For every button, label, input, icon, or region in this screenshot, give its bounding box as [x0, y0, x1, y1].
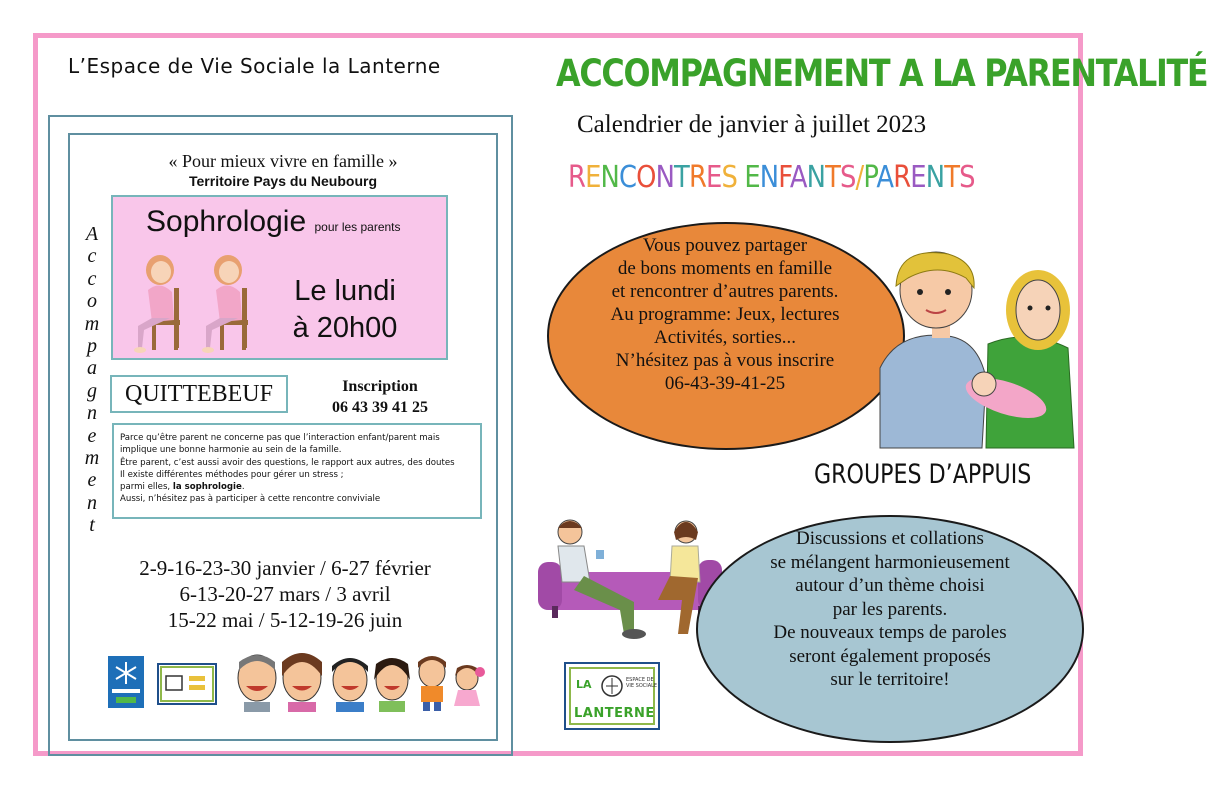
rencontres-title	[568, 160, 975, 195]
lanterne-logo: LA ESPACE DE VIE SOCIALE LANTERNE	[564, 662, 660, 730]
groupes-line: seront également proposés	[789, 645, 991, 667]
vertical-letter: m	[84, 312, 100, 335]
flyer-subtitle: « Pour mieux vivre en famille »	[168, 151, 398, 171]
dates-line: 6-13-20-27 mars / 3 avril	[179, 582, 391, 606]
session-schedule	[270, 273, 420, 347]
location-box: QUITTEBEUF	[110, 375, 288, 413]
rencontres-letter: N	[925, 160, 945, 195]
groupes-line: autour d’un thème choisi	[795, 575, 985, 596]
session-time: à 20h00	[292, 312, 398, 344]
vertical-letter: a	[87, 357, 97, 380]
rencontres-letter: E	[910, 160, 926, 195]
dates-line: 15-22 mai / 5-12-19-26 juin	[167, 608, 403, 632]
vertical-letter: m	[84, 447, 100, 470]
boy-figure	[418, 656, 446, 711]
rencontres-letter: F	[778, 160, 790, 195]
description-line: Aussi, n’hésitez pas à participer à cette rencontre conviviale	[120, 494, 381, 505]
mother-figure	[986, 270, 1074, 448]
vertical-accompagnement	[82, 223, 102, 537]
groupes-title: GROUPES D’APPUIS	[814, 459, 1032, 490]
vertical-letter: g	[87, 379, 97, 402]
rencontres-letter: O	[636, 160, 656, 195]
cup-icon	[596, 550, 604, 559]
rencontres-line: N’hésitez pas à vous inscrire	[615, 350, 835, 371]
vertical-letter: c	[87, 245, 97, 268]
rencontres-letter: S	[959, 160, 975, 195]
rencontres-letter: S	[721, 160, 738, 195]
session-day: Le lundi	[294, 275, 396, 307]
rencontres-letter: /	[855, 160, 864, 195]
partner-logo	[157, 663, 217, 705]
rencontres-text	[570, 234, 880, 395]
groupes-line: par les parents.	[832, 598, 948, 620]
vertical-letter: o	[87, 290, 97, 313]
rencontres-letter	[737, 160, 744, 195]
rencontres-letter: R	[688, 160, 707, 195]
grandfather-face	[238, 655, 276, 712]
rencontres-letter: T	[674, 160, 689, 195]
vertical-letter: t	[89, 514, 95, 537]
caf-logo	[108, 656, 144, 708]
rencontres-letter: R	[568, 160, 586, 195]
description-line: implique une bonne harmonie au sein de la famille.	[120, 445, 342, 456]
dates-line: 2-9-16-23-30 janvier / 6-27 février	[139, 556, 431, 580]
org-name: L’Espace de Vie Sociale la Lanterne	[68, 54, 441, 78]
vertical-letter: e	[87, 469, 97, 492]
rencontres-letter: N	[600, 160, 619, 195]
sophrologie-word: Sophrologie	[146, 205, 307, 238]
seated-women-illustration	[130, 250, 265, 358]
calendar-subtitle: Calendrier de janvier à juillet 2023	[577, 111, 927, 138]
rencontres-letter: N	[759, 160, 779, 195]
rencontres-letter: T	[825, 160, 841, 195]
inscription-phone: 06 43 39 41 25	[332, 399, 428, 416]
rencontres-line: de bons moments en famille	[617, 258, 833, 279]
vertical-letter: p	[87, 335, 97, 358]
woman-figure-2	[202, 255, 248, 353]
parents-baby-illustration	[878, 248, 1078, 448]
rencontres-letter: E	[744, 160, 760, 195]
session-dates	[90, 555, 480, 633]
rencontres-line: 06-43-39-41-25	[664, 373, 786, 394]
description-box	[112, 423, 482, 519]
rencontres-letter: E	[706, 160, 722, 195]
rencontres-letter: N	[655, 160, 675, 195]
rencontres-letter: P	[863, 160, 877, 195]
inscription-label: Inscription	[342, 378, 418, 395]
rencontres-letter: C	[618, 160, 637, 195]
rencontres-letter: S	[840, 160, 856, 195]
inscription-block	[300, 376, 460, 418]
lanterne-logo-subtitle: ESPACE DE VIE SOCIALE	[626, 677, 658, 689]
groupes-line: se mélangent harmonieusement	[770, 551, 1010, 573]
family-faces-illustration	[232, 648, 492, 712]
description-line: Parce qu’être parent ne concerne pas que l’interaction enfant/parent mais	[120, 433, 440, 443]
vertical-letter: e	[87, 424, 97, 447]
father-figure	[880, 252, 986, 448]
rencontres-letter: N	[806, 160, 826, 195]
groupes-line: sur le territoire!	[830, 669, 950, 690]
groupes-line: Discussions et collations	[796, 528, 984, 549]
groupes-text	[722, 527, 1058, 692]
rencontres-letter: E	[585, 160, 601, 195]
rencontres-line: Vous pouvez partager	[642, 235, 808, 256]
main-title: ACCOMPAGNEMENT A LA PARENTALITÉ	[556, 52, 1207, 95]
lantern-icon	[600, 672, 624, 700]
mother-face	[374, 658, 410, 712]
description-line: parmi elles, la sophrologie.	[120, 482, 245, 493]
vertical-letter: n	[87, 491, 97, 514]
vertical-letter: A	[85, 223, 99, 245]
father-face	[332, 658, 368, 712]
vertical-letter: n	[87, 402, 97, 425]
girl-figure	[454, 665, 485, 706]
sophrologie-subtitle: pour les parents	[314, 220, 401, 234]
woman-figure-1	[134, 255, 180, 353]
rencontres-line: Au programme: Jeux, lectures	[610, 304, 840, 325]
rencontres-line: et rencontrer d’autres parents.	[611, 281, 839, 302]
description-line: Il existe différentes méthodes pour gérer un stress ;	[120, 469, 344, 480]
grandmother-face	[282, 653, 322, 712]
rencontres-letter: T	[944, 160, 960, 195]
rencontres-letter: A	[789, 160, 807, 195]
rencontres-line: Activités, sorties...	[654, 327, 796, 348]
vertical-letter: c	[87, 267, 97, 290]
description-line: Être parent, c’est aussi avoir des questions, le rapport aux autres, des doutes	[120, 457, 455, 468]
rencontres-letter: A	[876, 160, 894, 195]
territory-label: Territoire Pays du Neubourg	[189, 173, 377, 189]
sophrologie-title	[146, 205, 401, 239]
rencontres-letter: R	[893, 160, 911, 195]
groupes-line: De nouveaux temps de paroles	[773, 622, 1007, 643]
